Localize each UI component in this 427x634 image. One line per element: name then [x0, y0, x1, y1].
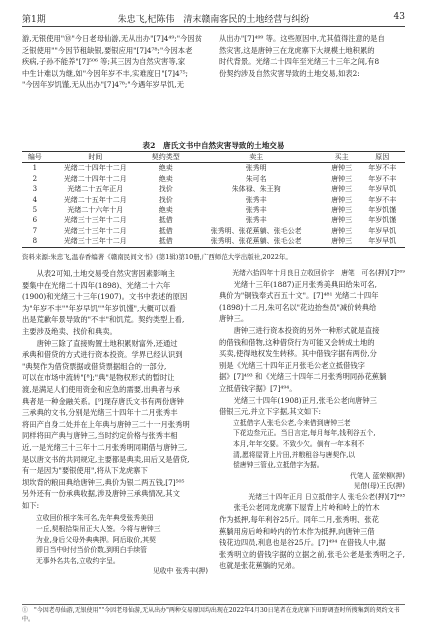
lower-left-column	[22, 268, 208, 577]
table-row	[22, 195, 405, 205]
quote-line: 一丘,契根拾柒吊正大人签。今将与唐钟三	[36, 525, 161, 534]
cell-number: 3	[32, 185, 38, 194]
col-header-contract-type: 契约类型	[143, 152, 189, 163]
table-source-note: 资料来源:朱忠飞,温春香编著《赣南民间文书》(第1辑)第10册,广西师范大学出版社,2022年。	[22, 253, 292, 261]
text-line: (1900)和光绪三十三年(1907)。文书中表述的原因	[22, 292, 188, 302]
cell-type: 绝卖	[158, 206, 173, 215]
text-line: 作为抵押,每年利谷25斤。同年二月,张秀明、张花	[219, 515, 379, 525]
text-line: 从表2可知,土地交易受自然灾害因素影响主	[36, 269, 175, 278]
text-line: 坝坎背的粮田典给唐钟三,典价为银二两五钱,[7]⁵⁰⁵	[22, 477, 185, 487]
cell-reason: 年岁早饥	[368, 185, 397, 194]
cell-seller: 朱体禄、朱王狗	[231, 185, 281, 194]
top-right-column	[219, 33, 405, 79]
text-line: 买卖,使得地权发生转移。其中借钱字据有两份,分	[219, 349, 377, 359]
cell-buyer: 唐钟三	[324, 236, 360, 247]
text-line: 疾病,子孙不能养"[7]⁵⁰⁶ 等;其三因为自然灾害等,家	[22, 57, 186, 67]
table-container	[22, 151, 405, 248]
page-header	[22, 10, 405, 27]
table-row	[22, 226, 405, 236]
text-line: 光绪十三年(1887)正月张秀美典田给朱可名,	[233, 279, 377, 289]
text-line: 份契约涉及自然灾害导致的土地交易,如表2:	[219, 68, 360, 78]
cell-seller: 张秀明、张花蕉躺、张毛公老	[210, 226, 302, 235]
cell-time: 光绪二十五年正月	[67, 185, 124, 194]
col-header-reason: 原因	[359, 152, 405, 163]
cell-reason: 年岁不丰	[368, 195, 397, 204]
text-line: 钱花边四员,利息也是谷25斤。[7]⁴⁹⁴ 在借钱人中,据	[219, 538, 386, 548]
cell-number: 7	[32, 226, 38, 235]
cell-type: 绝卖	[158, 164, 173, 173]
text-line: 别是《光绪三十四年正月张毛公老立抵借钱字	[219, 360, 365, 370]
text-line: 典者是一种金融关系。[⁹]现存唐氏文书有两份唐钟	[22, 396, 184, 406]
text-line: 唐钟三。	[219, 314, 249, 324]
text-line: 典价为"铜钱奉式百五十文"。[7]⁴⁸¹ 光绪二十四年	[219, 291, 379, 301]
cell-buyer: 唐钟三	[331, 226, 353, 235]
text-line: "典契作为借贷票据或借贷票据组合的一部分,	[22, 361, 167, 371]
quote-line: 偿唐钟三管业,立抵借字为据。	[233, 461, 324, 470]
cell-reason: 年岁早饥	[359, 236, 405, 247]
quote-line: 为业,身后父母外典典押。阿后取价,其契	[36, 535, 156, 544]
col-header-time: 时间	[48, 152, 143, 163]
text-line: 渡,是满足人们使用资金和应急的需要,出典者与承	[22, 384, 180, 394]
quote-line: 下花边叁元正。当日言定,每月每年,钱利谷五个,	[233, 429, 376, 438]
text-line: 张毛公老同龙虎寨下屋背上片岭和岭上的竹木	[233, 503, 380, 513]
cell-number: 2	[32, 174, 38, 183]
quote-line: 本月,年年交要。不致少欠。倘有一年本利不	[233, 439, 365, 448]
cell-reason: 年岁不丰	[368, 164, 397, 173]
cell-seller: 张秀丰	[245, 195, 267, 204]
text-line: 立抵借钱字据》[7]⁴⁹⁴。	[219, 383, 297, 393]
cell-type: 抵借	[158, 226, 173, 235]
cell-reason: 年岁不丰	[368, 174, 397, 183]
text-line: 如下:	[22, 500, 40, 510]
text-line: 唐钟三除了直接购置土地积累财富外,还通过	[36, 338, 178, 348]
quote-line: 即日当中时付当价价数,到明白手续管	[36, 546, 147, 555]
cell-seller: 张秀明、张花蕉躺、张毛公老	[189, 236, 324, 247]
text-line: 三承典的文书,分别是光绪三十四年十二月张秀丰	[22, 408, 178, 418]
cell-number: 8	[22, 236, 48, 247]
text-line: 时代背景。光绪二十四年至光绪三十三年之间,有8	[219, 57, 380, 67]
text-line: 可以在市场中流转"[⁸];"典"是物权形式的暂时让	[22, 373, 175, 383]
table-title: 表2 唐氏文书中自然灾害导致的土地交易	[142, 141, 285, 150]
table-row	[22, 236, 405, 247]
text-line: 唐钟三进行资本投资的另外一种形式就是直接	[233, 325, 380, 335]
page-number: 43	[393, 12, 405, 22]
quote-line: 立抵借字人张毛公老,今来借到唐钟三老	[233, 418, 351, 427]
cell-type: 抵借	[143, 236, 189, 247]
cell-type: 抵借	[158, 216, 173, 225]
cell-time: 光绪二十四年十二月	[63, 164, 127, 173]
text-line: 是以唐文书的共同规定,主要都是典卖,田后又是借贷,	[22, 454, 190, 464]
cell-buyer: 唐钟三	[331, 206, 353, 215]
text-line: 光绪三十四年(1908)正月,张毛公老向唐钟三	[233, 395, 377, 405]
text-line: 然灾害,这是唐钟三在龙虎寨下大规模土地积累的	[219, 45, 375, 55]
cell-type: 找价	[158, 185, 173, 194]
cell-number: 1	[32, 164, 38, 173]
cell-time: 光绪二十四年十二月	[63, 174, 127, 183]
cell-number: 6	[32, 216, 38, 225]
table-row	[22, 163, 405, 174]
text-line: 为"年岁不丰""年岁早饥""年岁饥馑",大概可以看	[22, 303, 176, 313]
table-row	[22, 205, 405, 215]
text-line: 的借钱和借物,这种借贷行为可能又会转成土地的	[219, 337, 375, 347]
text-line: "今因年岁饥馑,无从出办"[7]4⁷⁸;"今遇年岁早饥,无	[22, 80, 185, 90]
quote-signature: 见收中 张秀丰(押)	[152, 567, 208, 576]
cell-type: 找价	[158, 195, 173, 204]
table-row	[22, 215, 405, 225]
table-row	[22, 174, 405, 184]
cell-buyer: 唐钟三	[331, 216, 353, 225]
text-line: (1898)十二月,朱可名以"花边抬叁员"减价转典给	[219, 302, 377, 312]
cell-time: 光绪三十三年十二月	[48, 236, 143, 247]
cell-buyer: 唐钟三	[331, 195, 353, 204]
receipt-date-note: 光绪六拾四年十月良日立收回价字 唐笔 可名(押)[7]⁵⁰⁹	[232, 269, 405, 277]
cell-buyer: 唐钟三	[331, 185, 353, 194]
cell-time: 光绪三十三年十二月	[63, 216, 127, 225]
cell-buyer: 唐钟三	[331, 164, 353, 173]
text-line: 有一是因为"要银使用",将从下龙虎寨下	[22, 466, 148, 476]
receipt-quote	[22, 513, 208, 577]
text-line: 借银三元,并立下字据,其文如下:	[219, 407, 321, 417]
top-left-column	[22, 33, 208, 91]
lower-right-column	[219, 268, 405, 572]
table-header-row	[22, 152, 405, 163]
cell-number: 5	[32, 206, 38, 215]
issue-label: 第1期	[22, 15, 46, 25]
cell-reason: 年岁早饥	[368, 226, 397, 235]
loan-quote	[219, 418, 405, 503]
cell-seller: 张秀明	[245, 164, 267, 173]
text-line: 张秀明立的借钱字据的立据之前,张毛公老是张秀明之子,也就是张花蕉躺的兄弟。	[219, 549, 405, 571]
cell-reason: 年岁饥馑	[368, 206, 397, 215]
text-line: 出是荒歉年景导致的"不丰"和饥荒。契约类型上看,	[22, 315, 185, 325]
footnote: ① "今因老母仙游,无银使用""今因老母仙游,无从出办"两种交易原因均出现在2022年4月30日笔者在龙虎寨下田野调查时所搜集到的契约文书中。	[22, 604, 405, 624]
table-row	[22, 184, 405, 194]
text-line: 从出办"[7]⁴⁹⁹ 等。这些原因中,尤其值得注意的是自	[219, 34, 385, 43]
quote-line: 无事外名共名,立收约字呈。	[36, 556, 120, 565]
text-line: 另外还有一份承典收据,涉及唐钟三承典情况,其文	[22, 489, 180, 499]
text-line: 中生计难以为继,如"今因年岁不丰,实难度日"[7]4⁷⁵;	[22, 68, 188, 78]
cell-number: 4	[32, 195, 38, 204]
col-header-seller: 卖主	[189, 152, 324, 163]
cell-time: 光绪二十五年十二月	[63, 195, 127, 204]
loan-date-note: 光绪三十四年正月 日立抵借字人 张毛公老(押)[7]⁴⁹³	[248, 492, 405, 501]
transactions-table	[22, 151, 405, 248]
cell-time: 光绪二十六年十月	[67, 206, 124, 215]
running-title: 朱忠飞,杞陈伟 清末赣南客民的土地经营与纠纷	[117, 15, 310, 25]
quote-line: 清,愿将屋背上片田,并粮租谷与唐契作,以	[233, 450, 356, 459]
witness-signature: 代笔人 蓝荣柳(押) 见借(母)王氏(押)	[349, 471, 405, 491]
col-header-number: 编号	[22, 152, 48, 163]
text-line: 承典和借贷的方式进行资本投资。学界已经认识到	[22, 350, 183, 360]
cell-buyer: 唐钟三	[331, 174, 353, 183]
text-line: 同样将田产典与唐钟三,当时约定价格与张秀丰相	[22, 431, 178, 441]
cell-time: 光绪三十三年十二月	[63, 226, 127, 235]
cell-type: 绝卖	[158, 174, 173, 183]
cell-seller: 张秀丰	[245, 206, 267, 215]
col-header-buyer: 买主	[324, 152, 360, 163]
cell-reason: 年岁饥馑	[368, 216, 397, 225]
cell-seller: 朱可名	[245, 174, 267, 183]
text-line: 近,一是光绪三十三年十二月张秀明同期借与唐钟三,	[22, 442, 188, 452]
text-line: 将田产自身二处并在上年典与唐钟三二十一月张秀明	[22, 419, 190, 429]
text-line: 蕉躺用房后岭和岭内的竹木作为抵押,向唐钟三借	[219, 526, 375, 536]
cell-seller: 张秀丰	[245, 216, 267, 225]
text-line: 据》[7]⁴⁹³ 和《光绪三十四年二月张秀明同孙花蕉躺	[219, 372, 387, 382]
text-line: 主要涉及绝卖、找价和典卖。	[22, 326, 117, 336]
text-line: 乏银使用""今因节租缺银,要银应用"[7]4⁷⁸;"今因本老	[22, 45, 193, 55]
text-line: 要集中在光绪二十四年(1898)、光绪二十六年	[22, 280, 171, 290]
text-line: 游,无银使用"⑩"今日老母仙游,无从出办"[7]4⁴⁹;"今因贫	[22, 34, 202, 43]
quote-line: 立收回价根字朱可名,先年典受张秀美田	[36, 514, 154, 523]
